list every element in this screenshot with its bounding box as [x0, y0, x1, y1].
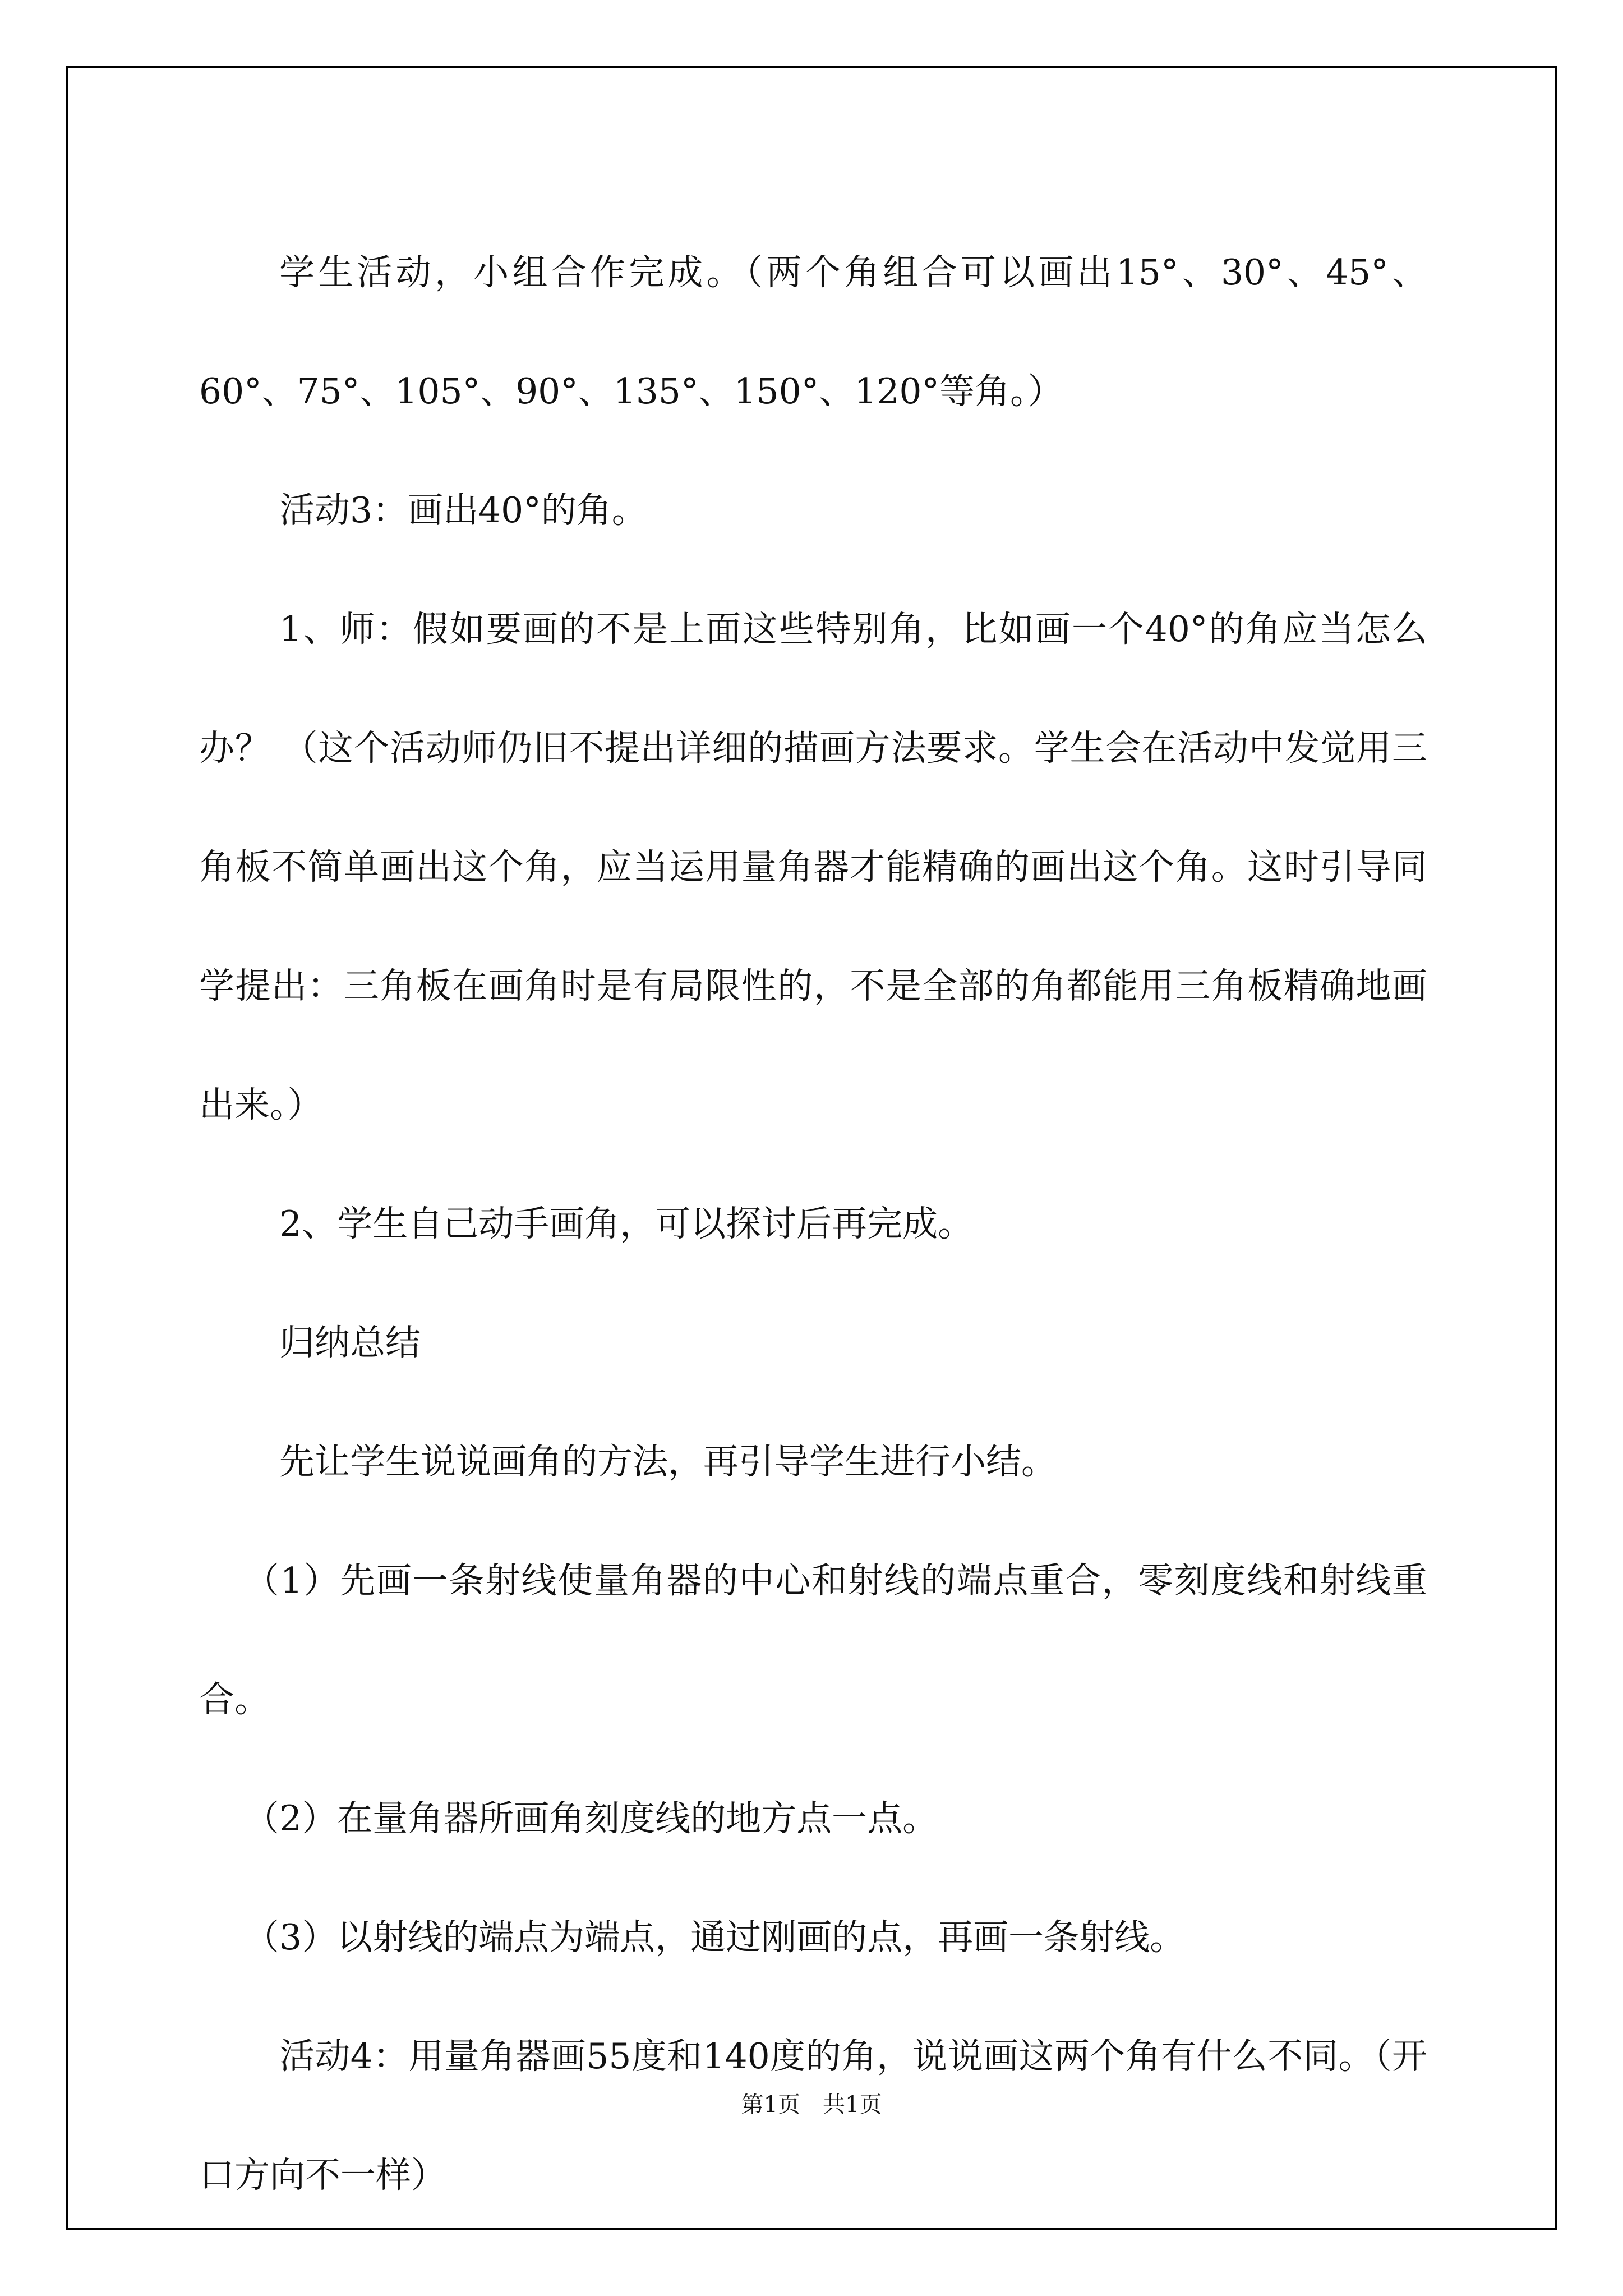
paragraph-activity-4: 活动4：用量角器画55度和140度的角，说说画这两个角有什么不同。（开口方向不一样）	[199, 2036, 1427, 2196]
paragraph-step-3: （3）以射线的端点为端点，通过刚画的点，再画一条射线。	[244, 1917, 1186, 1958]
paragraph-teacher-question: 1、师：假如要画的不是上面这些特别角，比如画一个40°的角应当怎么办？ （这个活动师仍旧不提出详细的描画方法要求。学生会在活动中发觉用三角板不简单画出这个角，应当运用量角器才能精确的画出这个角。这时引导同学提出：三角板在画角时是有局限性的，不是全部的角都能用三角板精确地画出来。）	[199, 609, 1427, 1125]
paragraph-summary-heading: 归纳总结	[279, 1322, 421, 1363]
paragraph-summary-intro: 先让学生说说画角的方法，再引导学生进行小结。	[279, 1441, 1057, 1482]
paragraph-student-activity: 学生活动，小组合作完成。（两个角组合可以画出15°、30°、45°、60°、75°、105°、90°、135°、150°、120°等角。）	[199, 252, 1427, 412]
paragraph-step-2: （2）在量角器所画角刻度线的地方点一点。	[244, 1798, 938, 1839]
paragraph-activity-3-heading: 活动3：画出40°的角。	[279, 490, 647, 531]
paragraph-student-drawing: 2、学生自己动手画角，可以探讨后再完成。	[279, 1203, 974, 1244]
paragraph-step-1: （1）先画一条射线使量角器的中心和射线的端点重合，零刻度线和射线重合。	[199, 1560, 1427, 1720]
page-footer: 第1页 共1页	[741, 2092, 882, 2118]
document-body	[199, 213, 1427, 2235]
